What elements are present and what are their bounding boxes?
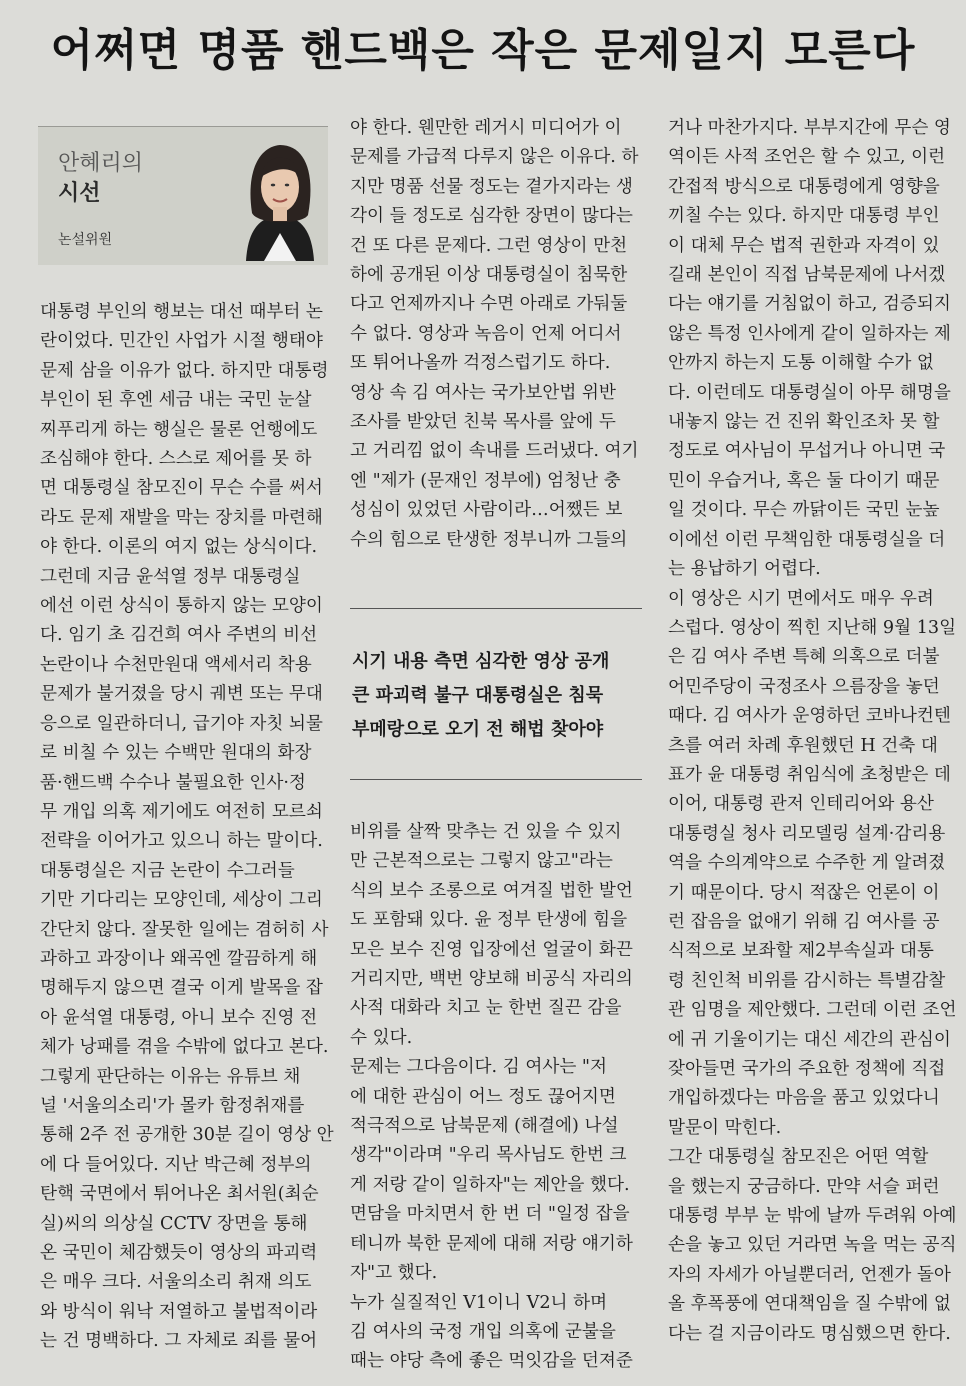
text-line: 아 윤석열 대통령, 아니 보수 진영 전 bbox=[40, 1007, 318, 1028]
text-line: 테니까 북한 문제에 대해 저랑 얘기하 bbox=[350, 1233, 633, 1254]
text-line: 체가 낭패를 겪을 수밖에 없다고 본다. bbox=[40, 1037, 329, 1058]
text-line: 부인이 된 후엔 세금 내는 국민 눈살 bbox=[40, 390, 312, 411]
text-line: 안까지 하는지 도통 이해할 수가 없 bbox=[668, 353, 934, 374]
text-line: 다는 걸 지금이라도 명심했으면 한다. bbox=[668, 1323, 951, 1344]
text-line: 그렇게 판단하는 이유는 유튜브 채 bbox=[40, 1066, 301, 1087]
text-line: 와 방식이 워낙 저열하고 불법적이라 bbox=[40, 1301, 318, 1322]
text-line: 끼칠 수는 있다. 하지만 대통령 부인 bbox=[668, 206, 940, 227]
text-line: 간단치 않다. 잘못한 일에는 겸허히 사 bbox=[40, 919, 329, 940]
text-line: 문제가 불거졌을 당시 궤변 또는 무대 bbox=[40, 684, 323, 705]
text-line: 게 저랑 같이 일하자"는 제안을 했다. bbox=[350, 1174, 630, 1195]
text-line: 에 다 들어있다. 지난 박근혜 정부의 bbox=[40, 1154, 312, 1175]
text-line: 하에 공개된 이상 대통령실이 침묵한 bbox=[350, 265, 628, 286]
text-line: 표가 윤 대통령 취임식에 초청받은 데 bbox=[668, 764, 951, 785]
text-line: 찌푸리게 하는 행실은 물론 언행에도 bbox=[40, 419, 318, 440]
text-line: 는 건 명백하다. 그 자체로 죄를 물어 bbox=[40, 1331, 318, 1352]
text-line: 널 '서울의소리'가 몰카 함정취재를 bbox=[40, 1095, 305, 1116]
text-line: 건 또 다른 문제다. 그런 영상이 만천 bbox=[350, 235, 628, 256]
text-line: 문제 삼을 이유가 없다. 하지만 대통령 bbox=[40, 360, 329, 381]
text-line: 때다. 김 여사가 운영하던 코바나컨텐 bbox=[668, 706, 951, 727]
text-line: 야 한다. 이론의 여지 없는 상식이다. bbox=[40, 537, 318, 558]
text-line: 라도 문제 재발을 막는 장치를 마련해 bbox=[40, 507, 323, 528]
text-line: 온 국민이 체감했듯이 영상의 파괴력 bbox=[40, 1243, 318, 1263]
text-line: 대통령 부부 눈 밖에 날까 두려워 아예 bbox=[668, 1206, 957, 1227]
text-line: 엔 "제가 (문재인 정부에) 엄청난 충 bbox=[350, 470, 621, 491]
text-line: 츠를 여러 차례 후원했던 H 건축 대 bbox=[668, 735, 938, 756]
text-line: 런 잡음을 없애기 위해 김 여사를 공 bbox=[668, 911, 940, 932]
text-line: 때는 야당 측에 좋은 먹잇감을 던져준 bbox=[350, 1351, 633, 1372]
text-line: 다. 이런데도 대통령실이 아무 해명을 bbox=[668, 382, 951, 403]
text-line: 비위를 살짝 맞추는 건 있을 수 있지 bbox=[350, 822, 622, 842]
text-line: 대통령실은 지금 논란이 수그러들 bbox=[40, 860, 295, 881]
text-line: 모은 보수 진영 입장에선 얼굴이 화끈 bbox=[350, 939, 633, 960]
text-line: 대통령실 청사 리모델링 설계·감리용 bbox=[668, 823, 946, 844]
body-column-2-top bbox=[350, 114, 646, 555]
text-line: 만 근본적으로는 그렇지 않고"라는 bbox=[350, 851, 613, 872]
text-line: 에 귀 기울이기는 대신 세간의 관심이 bbox=[668, 1029, 951, 1050]
pull-quote-line: 시기 내용 측면 심각한 영상 공개 bbox=[352, 651, 610, 672]
text-line: 일 것이다. 무슨 까닭이든 국민 눈높 bbox=[668, 500, 940, 521]
text-line: 말문이 막힌다. bbox=[668, 1117, 782, 1138]
pull-quote-line: 부메랑으로 오기 전 해법 찾아야 bbox=[352, 719, 604, 740]
text-line: 대통령 부인의 행보는 대선 때부터 논 bbox=[40, 302, 323, 322]
byline-box bbox=[38, 126, 328, 265]
text-line: 적극적으로 남북문제 (해결에) 나설 bbox=[350, 1116, 619, 1137]
text-line: 면 대통령실 참모진이 무슨 수를 써서 bbox=[40, 478, 323, 499]
text-line: 은 매우 크다. 서울의소리 취재 의도 bbox=[40, 1272, 312, 1293]
text-line: 간접적 방식으로 대통령에게 영향을 bbox=[668, 176, 940, 197]
text-line: 각이 들 정도로 심각한 장면이 많다는 bbox=[350, 206, 633, 227]
text-line: 로 비칠 수 있는 수백만 원대의 화장 bbox=[40, 743, 312, 764]
text-line: 않은 특정 인사에게 같이 일하자는 제 bbox=[668, 323, 951, 344]
text-line: 지만 명품 선물 정도는 곁가지라는 생 bbox=[350, 176, 633, 197]
text-line: 명해두지 않으면 결국 이게 발목을 잡 bbox=[40, 978, 323, 999]
text-line: 실)씨의 의상실 CCTV 장면을 통해 bbox=[40, 1213, 308, 1234]
text-line: 누가 실질적인 V1이니 V2니 하며 bbox=[350, 1292, 608, 1313]
text-line: 어민주당이 국정조사 으름장을 놓던 bbox=[668, 676, 940, 697]
pull-quote bbox=[350, 608, 642, 780]
text-line: 식의 보수 조롱으로 여겨질 법한 발언 bbox=[350, 880, 633, 901]
text-line: 기 때문이다. 당시 적잖은 언론이 이 bbox=[668, 882, 940, 903]
text-line: 탄핵 국면에서 튀어나온 최서원(최순 bbox=[40, 1184, 319, 1205]
text-line: 식적으로 보좌할 제2부속실과 대통 bbox=[668, 941, 934, 962]
text-line: 문제를 가급적 다루지 않은 이유다. 하 bbox=[350, 147, 639, 168]
text-line: 손을 놓고 있던 거라면 녹을 먹는 공직 bbox=[668, 1235, 957, 1256]
text-line: 이 영상은 시기 면에서도 매우 우려 bbox=[668, 588, 934, 609]
text-line: 거리지만, 백번 양보해 비공식 자리의 bbox=[350, 969, 633, 990]
text-line: 야 한다. 웬만한 레거시 미디어가 이 bbox=[350, 118, 622, 138]
text-line: 품·핸드백 수수나 불필요한 인사·정 bbox=[40, 772, 306, 793]
text-line: 스럽다. 영상이 찍힌 지난해 9월 13일 bbox=[668, 617, 957, 638]
text-line: 성심이 있었던 사람이라…어쨌든 보 bbox=[350, 500, 623, 521]
text-line: 또 튀어나올까 걱정스럽기도 하다. bbox=[350, 353, 611, 374]
text-line: 역을 수의계약으로 수주한 게 알려졌 bbox=[668, 853, 946, 874]
text-line: 자"고 했다. bbox=[350, 1263, 438, 1284]
text-line: 수의 힘으로 탄생한 정부니까 그들의 bbox=[350, 529, 628, 550]
text-line: 을 했는지 궁금하다. 만약 서슬 퍼런 bbox=[668, 1176, 940, 1197]
text-line: 수 없다. 영상과 녹음이 언제 어디서 bbox=[350, 323, 622, 344]
text-line: 통해 2주 전 공개한 30분 길이 영상 안 bbox=[40, 1125, 334, 1146]
text-line: 에선 이런 상식이 통하지 않는 모양이 bbox=[40, 596, 323, 617]
text-line: 내놓지 않는 건 진위 확인조차 못 할 bbox=[668, 412, 940, 433]
text-line: 개입하겠다는 마음을 품고 있었다니 bbox=[668, 1088, 940, 1109]
author-title: 논설위원 bbox=[58, 232, 113, 248]
text-line: 무 개입 의혹 제기에도 여전히 모르쇠 bbox=[40, 801, 323, 822]
text-line: 조심해야 한다. 스스로 제어를 못 하 bbox=[40, 449, 312, 470]
text-line: 김 여사의 국정 개입 의혹에 군불을 bbox=[350, 1321, 616, 1342]
text-line: 기만 기다리는 모양인데, 세상이 그리 bbox=[40, 890, 323, 911]
text-line: 다는 얘기를 거침없이 하고, 검증되지 bbox=[668, 294, 951, 315]
body-column-2-bottom bbox=[350, 818, 646, 1377]
text-line: 그런데 지금 윤석열 정부 대통령실 bbox=[40, 566, 301, 587]
text-line: 올 후폭풍에 연대책임을 질 수밖에 없 bbox=[668, 1294, 951, 1315]
text-line: 령 친인척 비위를 감시하는 특별감찰 bbox=[668, 970, 946, 991]
text-line: 길래 본인이 직접 남북문제에 나서겠 bbox=[668, 265, 946, 286]
text-line: 면담을 마치면서 한 번 더 "일정 잡을 bbox=[350, 1204, 630, 1225]
body-column-3 bbox=[668, 114, 960, 1349]
column-series-name bbox=[58, 149, 143, 209]
pull-quote-line: 큰 파괴력 불구 대통령실은 침묵 bbox=[352, 685, 604, 706]
text-line: 도 포함돼 있다. 윤 정부 탄생에 힘을 bbox=[350, 910, 628, 931]
text-line: 이 대체 무슨 법적 권한과 자격이 있 bbox=[668, 235, 940, 256]
text-line: 민이 우습거나, 혹은 둘 다이기 때문 bbox=[668, 470, 940, 491]
text-line: 정도로 여사님이 무섭거나 아니면 국 bbox=[668, 441, 946, 462]
text-line: 자의 자세가 아닐뿐더러, 언젠가 돌아 bbox=[668, 1264, 951, 1285]
text-line: 조사를 받았던 친북 목사를 앞에 두 bbox=[350, 412, 616, 433]
text-line: 역이든 사적 조언은 할 수 있고, 이런 bbox=[668, 147, 946, 168]
text-line: 이에선 이런 무책임한 대통령실을 더 bbox=[668, 529, 946, 550]
series-line-1: 안혜리의 bbox=[58, 151, 144, 176]
text-line: 거나 마찬가지다. 부부지간에 무슨 영 bbox=[668, 118, 951, 138]
text-line: 고 거리낌 없이 속내를 드러냈다. 여기 bbox=[350, 441, 639, 462]
text-line: 이어, 대통령 관저 인테리어와 용산 bbox=[668, 794, 934, 815]
text-line: 는 용납하기 어렵다. bbox=[668, 559, 821, 580]
text-line: 수 있다. bbox=[350, 1027, 413, 1048]
text-line: 란이었다. 민간인 사업가 시절 행태야 bbox=[40, 331, 323, 352]
text-line: 사적 대화라 치고 눈 한번 질끈 감을 bbox=[350, 998, 622, 1019]
text-line: 응으로 일관하더니, 급기야 자칫 뇌물 bbox=[40, 713, 323, 734]
text-line: 다고 언제까지나 수면 아래로 가둬둘 bbox=[350, 294, 628, 315]
text-line: 전략을 이어가고 있으니 하는 말이다. bbox=[40, 831, 323, 852]
text-line: 문제는 그다음이다. 김 여사는 "저 bbox=[350, 1057, 607, 1078]
series-line-2: 시선 bbox=[58, 181, 101, 206]
author-portrait bbox=[236, 133, 324, 261]
text-line: 과하고 과장이나 왜곡엔 깔끔하게 해 bbox=[40, 948, 318, 969]
headline: 어쩌면 명품 핸드백은 작은 문제일지 모른다 bbox=[50, 25, 916, 76]
text-line: 영상 속 김 여사는 국가보안법 위반 bbox=[350, 382, 616, 403]
text-line: 생각"이라며 "우리 목사님도 한번 크 bbox=[350, 1145, 627, 1166]
text-line: 관 임명을 제안했다. 그런데 이런 조언 bbox=[668, 1000, 957, 1021]
text-line: 은 김 여사 주변 특혜 의혹으로 더불 bbox=[668, 647, 940, 668]
text-line: 에 대한 관심이 어느 정도 끊어지면 bbox=[350, 1086, 616, 1107]
text-line: 다. 임기 초 김건희 여사 주변의 비선 bbox=[40, 625, 318, 646]
text-line: 잦아들면 국가의 주요한 정책에 직접 bbox=[668, 1059, 946, 1079]
text-line: 논란이나 수천만원대 액세서리 착용 bbox=[40, 654, 312, 675]
body-column-1 bbox=[40, 298, 332, 1357]
text-line: 그간 대통령실 참모진은 어떤 역할 bbox=[668, 1147, 929, 1168]
